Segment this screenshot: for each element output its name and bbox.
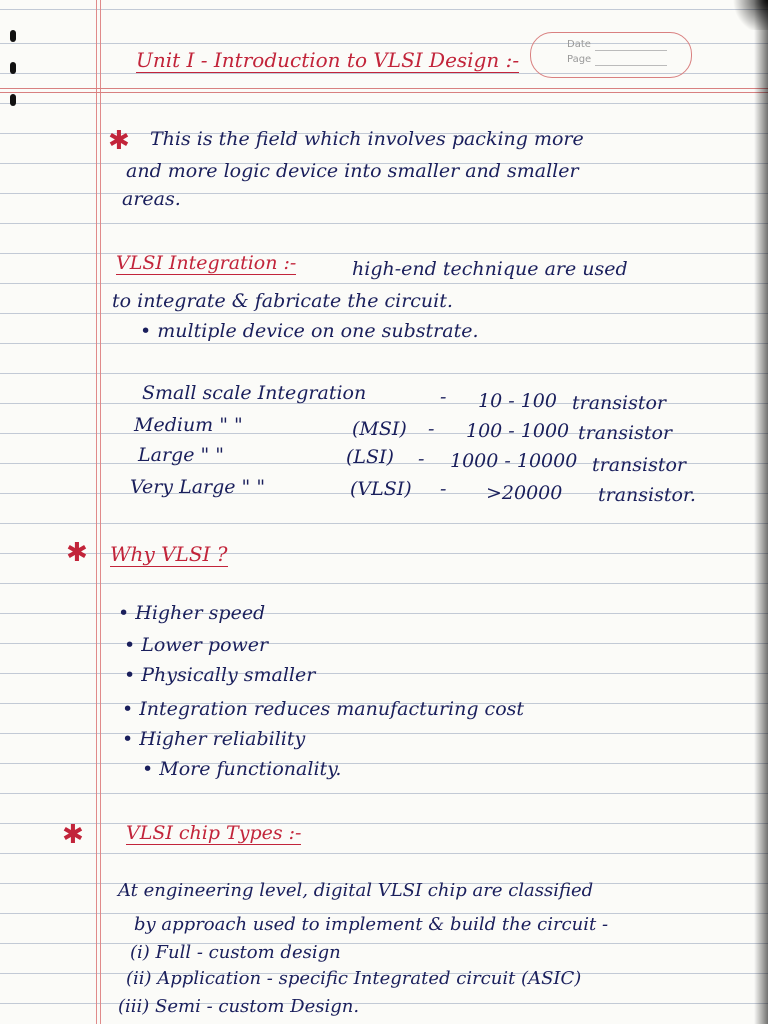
header-rule bbox=[0, 92, 768, 93]
margin-line bbox=[100, 0, 101, 1024]
scale-range: 10 - 100 bbox=[478, 390, 557, 412]
integration-heading: VLSI Integration :- bbox=[116, 252, 297, 274]
scale-abbr: (LSI) bbox=[346, 446, 394, 468]
chip-types-line-2: by approach used to implement & build the circuit - bbox=[134, 914, 609, 935]
star-bullet-icon: ✱ bbox=[66, 538, 88, 568]
date-line bbox=[595, 50, 667, 51]
scale-unit: transistor bbox=[592, 454, 687, 476]
scale-name: Medium " " bbox=[134, 414, 243, 436]
scale-unit: transistor bbox=[578, 422, 673, 444]
why-item: • Higher speed bbox=[118, 602, 266, 624]
why-heading: Why VLSI ? bbox=[110, 542, 228, 566]
binder-hole bbox=[10, 94, 16, 106]
scale-sep: - bbox=[440, 386, 447, 408]
intro-line-1: This is the field which involves packing more bbox=[150, 128, 584, 150]
page-line bbox=[595, 65, 667, 66]
binder-hole bbox=[10, 30, 16, 42]
why-item: • Integration reduces manufacturing cost bbox=[122, 698, 525, 720]
why-item: • Higher reliability bbox=[122, 728, 306, 750]
scale-name: Large " " bbox=[138, 444, 224, 466]
scale-sep: - bbox=[440, 478, 447, 500]
why-item: • Physically smaller bbox=[124, 664, 316, 686]
scale-range: 100 - 1000 bbox=[466, 420, 570, 442]
scale-name: Very Large " " bbox=[130, 476, 266, 498]
scale-abbr: (VLSI) bbox=[350, 478, 412, 500]
scale-abbr: (MSI) bbox=[352, 418, 407, 440]
intro-line-3: areas. bbox=[122, 188, 181, 210]
why-item: • Lower power bbox=[124, 634, 269, 656]
scale-range: >20000 bbox=[486, 482, 563, 504]
date-page-box bbox=[530, 32, 692, 78]
chip-type-item: (i) Full - custom design bbox=[130, 942, 341, 963]
star-bullet-icon: ✱ bbox=[62, 820, 84, 850]
page-corner-shadow bbox=[728, 0, 768, 30]
chip-type-item: (iii) Semi - custom Design. bbox=[118, 996, 360, 1017]
binder-hole bbox=[10, 62, 16, 74]
intro-line-2: and more logic device into smaller and smaller bbox=[126, 160, 579, 182]
scale-sep: - bbox=[418, 448, 425, 470]
page-title: Unit I - Introduction to VLSI Design :- bbox=[136, 48, 520, 72]
chip-types-line-1: At engineering level, digital VLSI chip are classified bbox=[118, 880, 594, 901]
integration-line-3: • multiple device on one substrate. bbox=[140, 320, 479, 342]
chip-types-heading: VLSI chip Types :- bbox=[126, 822, 302, 844]
page-label: Page bbox=[567, 54, 592, 65]
integration-line-2: to integrate & fabricate the circuit. bbox=[112, 290, 453, 312]
header-rule bbox=[0, 88, 768, 89]
integration-line-1: high-end technique are used bbox=[352, 258, 628, 280]
margin-line bbox=[96, 0, 97, 1024]
scale-unit: transistor bbox=[572, 392, 667, 414]
star-bullet-icon: ✱ bbox=[108, 126, 130, 156]
scale-unit: transistor. bbox=[598, 484, 696, 506]
scale-range: 1000 - 10000 bbox=[450, 450, 578, 472]
page-edge-shadow bbox=[754, 0, 768, 1024]
scale-name: Small scale Integration bbox=[142, 382, 367, 404]
scale-sep: - bbox=[428, 418, 435, 440]
chip-type-item: (ii) Application - specific Integrated circuit (ASIC) bbox=[126, 968, 582, 989]
date-label: Date bbox=[567, 39, 591, 50]
why-item: • More functionality. bbox=[142, 758, 342, 780]
